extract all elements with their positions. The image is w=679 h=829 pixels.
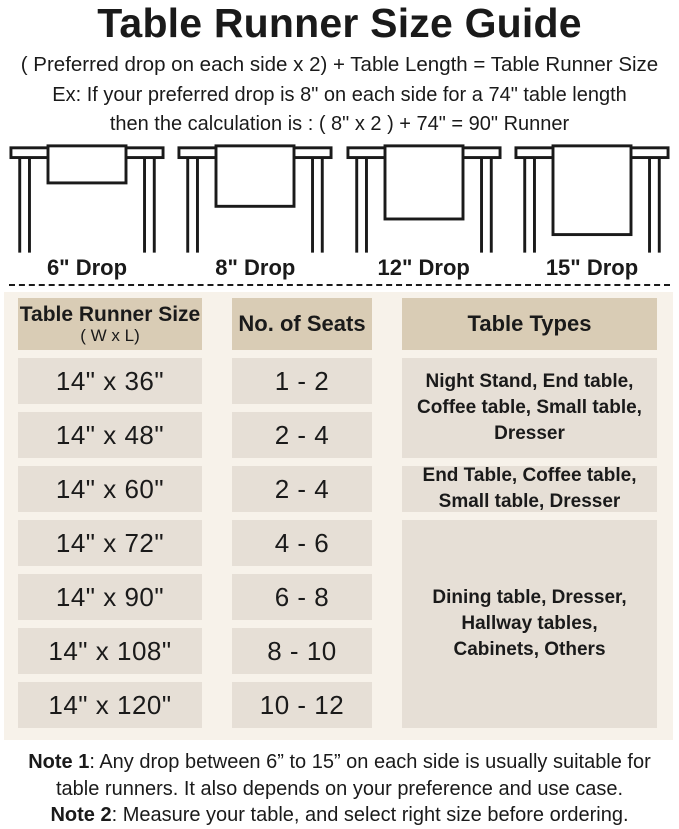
size-guide-page	[0, 1, 679, 827]
table-side-view-drawing	[346, 144, 502, 254]
table-side-view-drawing	[177, 144, 333, 254]
drop-illustrations-row	[0, 142, 679, 281]
table-types-cell-large-tables: Dining table, Dresser, Hallway tables, Cabinets, Others	[402, 520, 657, 728]
size-guide-table	[4, 292, 673, 740]
runner-size-cell: 14" x 36"	[18, 358, 202, 404]
note-2	[6, 802, 673, 829]
drop-illustration-8in	[177, 144, 333, 281]
seats-cell: 10 - 12	[232, 682, 372, 728]
footer-notes	[0, 749, 679, 829]
column-header-seats: No. of Seats	[232, 298, 372, 350]
note-1-label: Note 1	[28, 751, 90, 774]
note-2-text: : Measure your table, and select right size before ordering.	[111, 804, 629, 827]
runner-size-cell: 14" x 72"	[18, 520, 202, 566]
seats-cell: 1 - 2	[232, 358, 372, 404]
drop-illustration-12in	[346, 144, 502, 281]
drop-illustration-6in	[9, 144, 165, 281]
runner-shape	[385, 146, 463, 219]
runner-size-cell: 14" x 120"	[18, 682, 202, 728]
formula-text: ( Preferred drop on each side x 2) + Table Length = Table Runner Size	[20, 53, 659, 77]
runner-size-cell: 14" x 48"	[18, 412, 202, 458]
drop-label: 6" Drop	[46, 255, 128, 281]
table-side-view-drawing	[514, 144, 670, 254]
column-header-subtitle: ( W x L)	[80, 325, 140, 345]
runner-shape	[216, 146, 294, 206]
seats-cell: 2 - 4	[232, 466, 372, 512]
note-1-text: : Any drop between 6” to 15” on each side is usually suitable for table runners. It also depends on your preference and use case.	[55, 751, 651, 800]
drop-label: 15" Drop	[545, 255, 639, 281]
column-header-title: Table Runner Size	[19, 302, 201, 326]
note-2-label: Note 2	[50, 804, 112, 827]
seats-cell: 4 - 6	[232, 520, 372, 566]
runner-size-cell: 14" x 108"	[18, 628, 202, 674]
table-types-cell-small-tables: Night Stand, End table, Coffee table, Small table, Dresser	[402, 358, 657, 458]
column-header-runner-size	[18, 298, 202, 350]
example-text-line1: Ex: If your preferred drop is 8" on each side for a 74" table length	[52, 84, 627, 107]
runner-shape	[48, 146, 126, 183]
seats-cell: 2 - 4	[232, 412, 372, 458]
example-text-line2: then the calculation is : ( 8" x 2 ) + 74" = 90" Runner	[109, 113, 570, 136]
note-1	[6, 749, 673, 802]
seats-cell: 8 - 10	[232, 628, 372, 674]
runner-size-cell: 14" x 60"	[18, 466, 202, 512]
runner-shape	[553, 146, 631, 235]
drop-label: 8" Drop	[215, 255, 296, 281]
dashed-divider	[9, 284, 670, 286]
runner-size-cell: 14" x 90"	[18, 574, 202, 620]
column-header-table-types: Table Types	[402, 298, 657, 350]
drop-label: 12" Drop	[377, 255, 470, 281]
drop-illustration-15in	[514, 144, 670, 281]
seats-cell: 6 - 8	[232, 574, 372, 620]
table-types-cell-medium-tables: End Table, Coffee table, Small table, Dresser	[402, 466, 657, 512]
page-title: Table Runner Size Guide	[97, 0, 582, 46]
table-side-view-drawing	[9, 144, 165, 254]
